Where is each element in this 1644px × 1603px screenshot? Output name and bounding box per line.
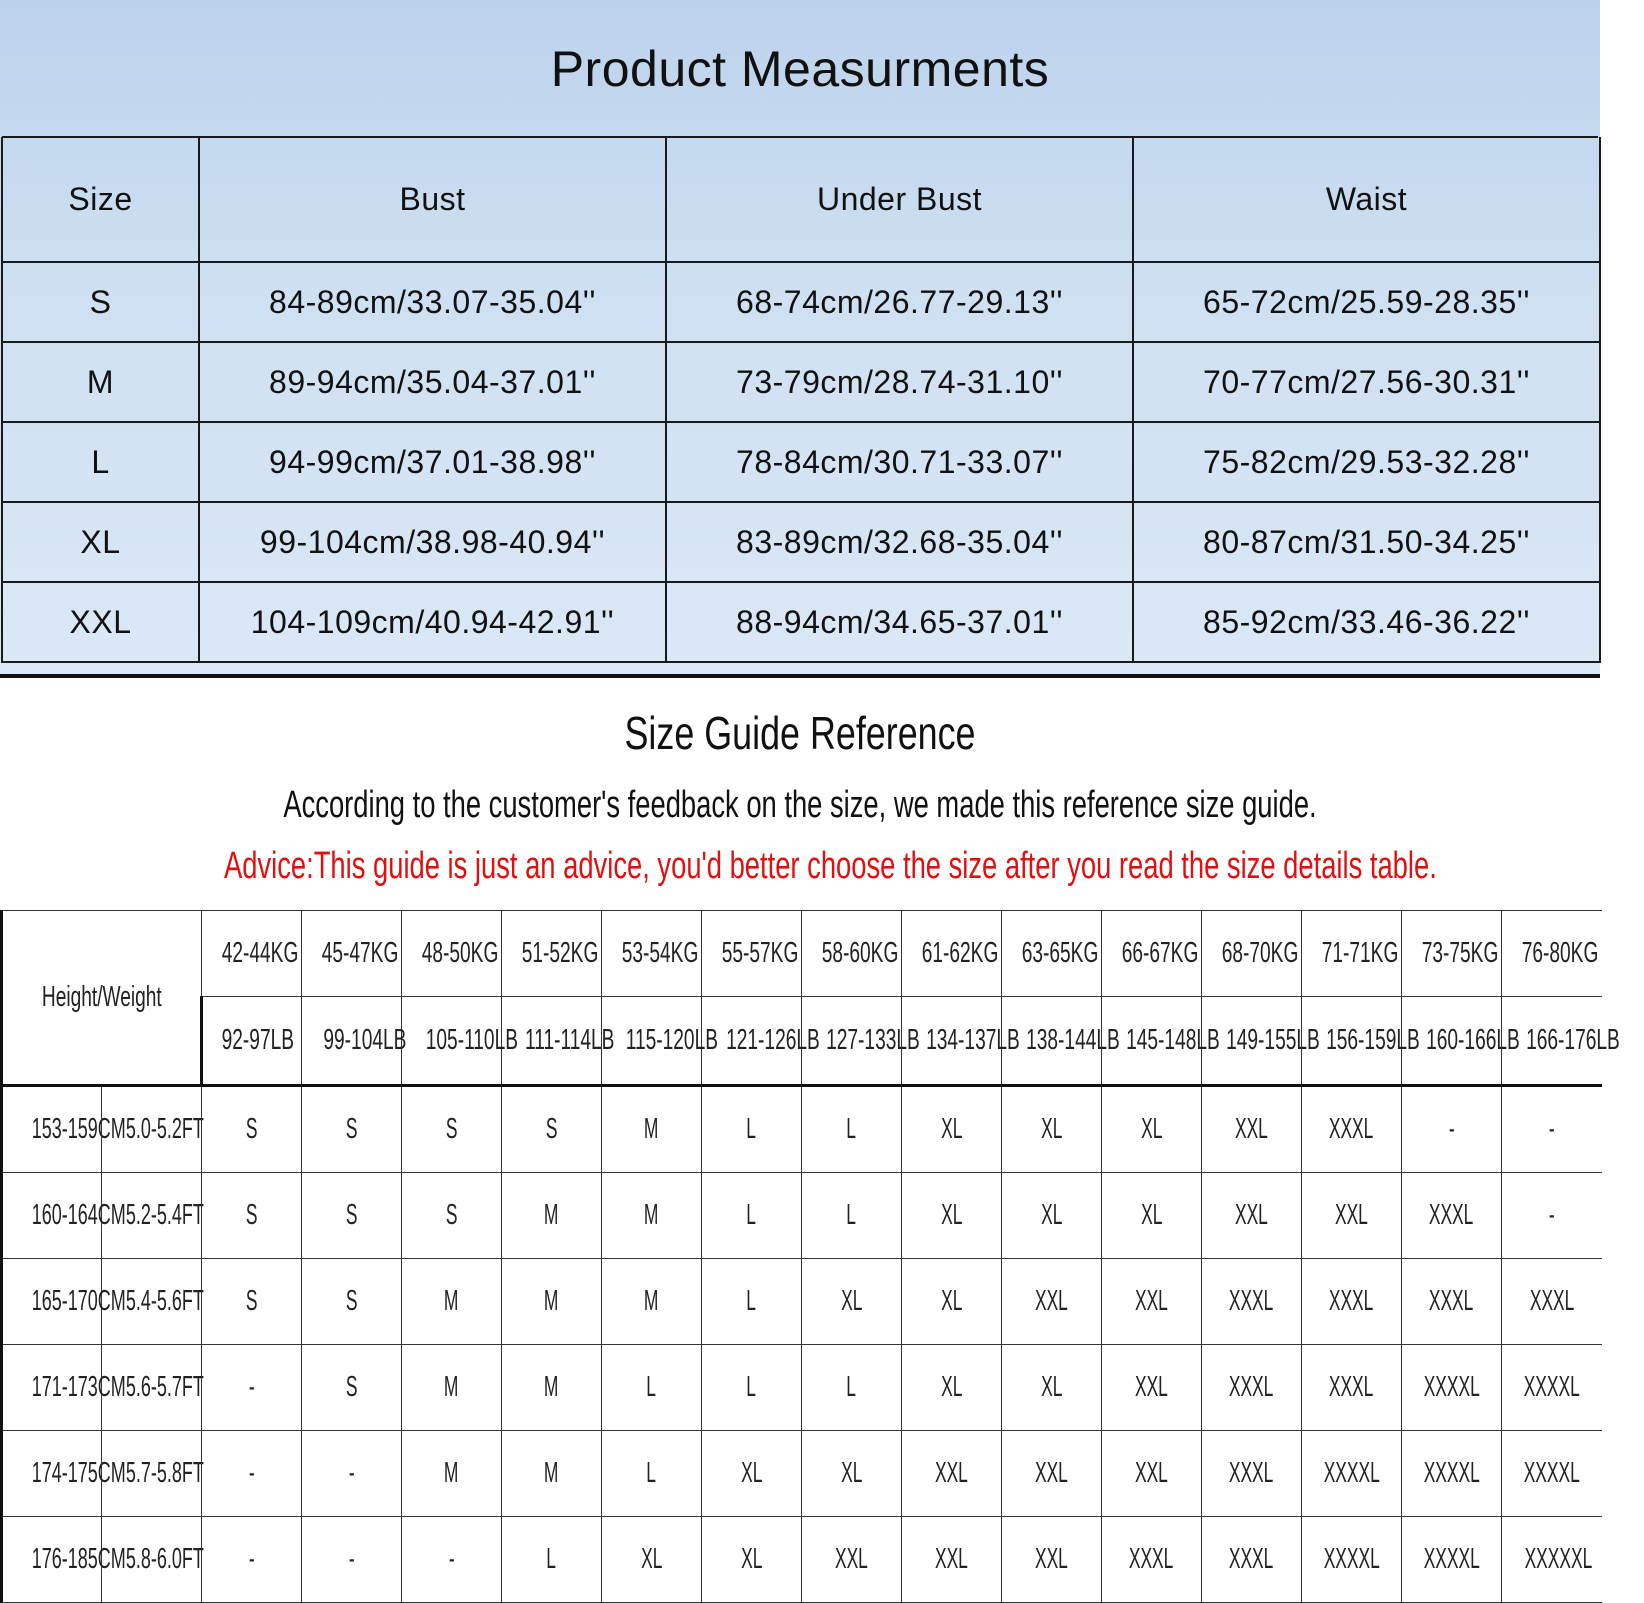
- recommended-size-cell-text: XL: [940, 1285, 963, 1317]
- recommended-size-cell-text: -: [348, 1543, 355, 1575]
- bust-cell: 99-104cm/38.98-40.94'': [199, 502, 666, 582]
- size-guide-title: Size Guide Reference: [624, 707, 976, 759]
- weight-kg-row: [2, 911, 1602, 997]
- recommended-size-cell: [502, 1259, 602, 1345]
- recommended-size-cell-text: S: [345, 1285, 358, 1317]
- weight-kg-cell-text: 76-80KG: [1521, 937, 1599, 969]
- recommended-size-cell: [602, 1259, 702, 1345]
- weight-lb-cell-text: 160-166LB: [1426, 1024, 1520, 1056]
- recommended-size-cell-text: L: [746, 1371, 757, 1403]
- recommended-size-cell: [502, 1086, 602, 1173]
- measurement-row-xl: [2, 502, 1600, 582]
- recommended-size-cell: [1402, 1431, 1502, 1517]
- recommended-size-cell-text: XXL: [1135, 1371, 1168, 1403]
- recommended-size-cell: [1102, 1517, 1202, 1603]
- weight-kg-cell: [202, 911, 302, 997]
- recommended-size-cell-text: XXXL: [1429, 1285, 1474, 1317]
- height-ft-cell-text: 5.2-5.4FT: [125, 1199, 204, 1231]
- weight-kg-cell-text: 55-57KG: [721, 937, 799, 969]
- weight-kg-cell: [802, 911, 902, 997]
- recommended-size-cell: [902, 1259, 1002, 1345]
- recommended-size-cell-text: XXXXL: [1323, 1457, 1380, 1489]
- weight-kg-cell: [402, 911, 502, 997]
- recommended-size-cell-text: S: [445, 1199, 458, 1231]
- height-cm-cell-text: 174-175CM: [31, 1457, 126, 1489]
- recommended-size-cell-text: L: [846, 1371, 857, 1403]
- recommended-size-cell: [202, 1086, 302, 1173]
- recommended-size-cell: [302, 1517, 402, 1603]
- measurement-row-l: [2, 422, 1600, 502]
- recommended-size-cell: [702, 1259, 802, 1345]
- weight-kg-cell-text: 53-54KG: [621, 937, 699, 969]
- recommended-size-cell-text: -: [1548, 1113, 1555, 1145]
- recommended-size-cell-text: S: [245, 1199, 258, 1231]
- recommended-size-cell: [1102, 1259, 1202, 1345]
- recommended-size-cell: [902, 1173, 1002, 1259]
- height-row: [2, 1173, 1602, 1259]
- height-row: [2, 1086, 1602, 1173]
- recommended-size-cell-text: S: [345, 1371, 358, 1403]
- recommended-size-cell: [202, 1173, 302, 1259]
- weight-lb-cell-text: 145-148LB: [1126, 1024, 1220, 1056]
- height-cm-cell: [2, 1431, 126, 1517]
- recommended-size-cell-text: M: [644, 1199, 659, 1231]
- weight-lb-cell-text: 149-155LB: [1226, 1024, 1320, 1056]
- recommended-size-cell-text: S: [345, 1113, 358, 1145]
- height-cm-cell-text: 160-164CM: [31, 1199, 126, 1231]
- height-row: [2, 1517, 1602, 1603]
- recommended-size-cell: [1202, 1173, 1302, 1259]
- weight-kg-cell: [1402, 911, 1502, 997]
- weight-kg-cell-text: 42-44KG: [221, 937, 299, 969]
- weight-lb-cell-text: 127-133LB: [826, 1024, 920, 1056]
- recommended-size-cell-text: M: [544, 1457, 559, 1489]
- recommended-size-cell: [702, 1345, 802, 1431]
- recommended-size-cell: [1502, 1173, 1602, 1259]
- recommended-size-cell: [1002, 1345, 1102, 1431]
- waist-cell: 80-87cm/31.50-34.25'': [1133, 502, 1600, 582]
- recommended-size-cell-text: M: [444, 1457, 459, 1489]
- bust-cell: 94-99cm/37.01-38.98'': [199, 422, 666, 502]
- recommended-size-cell-text: XXXXL: [1523, 1457, 1580, 1489]
- height-cm-cell-text: 176-185CM: [31, 1543, 126, 1575]
- recommended-size-cell: [1302, 1086, 1402, 1173]
- recommended-size-cell: [802, 1345, 902, 1431]
- measurement-row-m: [2, 342, 1600, 422]
- recommended-size-cell-text: XXXXL: [1423, 1371, 1480, 1403]
- recommended-size-cell-text: S: [545, 1113, 558, 1145]
- weight-lb-cell: [202, 997, 302, 1086]
- weight-kg-cell-text: 45-47KG: [321, 937, 399, 969]
- header-waist: Waist: [1133, 137, 1600, 262]
- weight-lb-cell-text: 105-110LB: [425, 1024, 518, 1056]
- height-ft-cell-text: 5.4-5.6FT: [125, 1285, 204, 1317]
- recommended-size-cell: [802, 1173, 902, 1259]
- recommended-size-cell-text: XXL: [835, 1543, 868, 1575]
- recommended-size-cell: [802, 1517, 902, 1603]
- recommended-size-cell: [302, 1431, 402, 1517]
- header-size: Size: [2, 137, 199, 262]
- recommended-size-cell: [602, 1345, 702, 1431]
- recommended-size-cell: [1002, 1259, 1102, 1345]
- recommended-size-cell-text: XL: [1040, 1199, 1063, 1231]
- size-cell: XXL: [2, 582, 199, 662]
- size-cell: S: [2, 262, 199, 342]
- recommended-size-cell-text: M: [544, 1285, 559, 1317]
- weight-kg-cell: [702, 911, 802, 997]
- weight-lb-cell-text: 166-176LB: [1526, 1024, 1620, 1056]
- weight-kg-cell: [602, 911, 702, 997]
- recommended-size-cell: [1302, 1259, 1402, 1345]
- weight-lb-cell-text: 115-120LB: [625, 1024, 718, 1056]
- recommended-size-cell: [602, 1173, 702, 1259]
- recommended-size-cell: [402, 1345, 502, 1431]
- recommended-size-cell: [302, 1259, 402, 1345]
- recommended-size-cell-text: L: [746, 1199, 757, 1231]
- recommended-size-cell-text: XXL: [1135, 1457, 1168, 1489]
- recommended-size-cell-text: -: [248, 1457, 255, 1489]
- recommended-size-cell-text: S: [245, 1285, 258, 1317]
- recommended-size-cell: [402, 1086, 502, 1173]
- size-guide-table: [0, 910, 1620, 1603]
- weight-kg-cell-text: 73-75KG: [1421, 937, 1499, 969]
- recommended-size-cell-text: M: [444, 1285, 459, 1317]
- recommended-size-cell-text: XXXXL: [1523, 1371, 1580, 1403]
- recommended-size-cell-text: XXXL: [1329, 1113, 1374, 1145]
- recommended-size-cell: [902, 1517, 1002, 1603]
- recommended-size-cell-text: XL: [840, 1285, 863, 1317]
- waist-cell: 65-72cm/25.59-28.35'': [1133, 262, 1600, 342]
- recommended-size-cell: [202, 1431, 302, 1517]
- weight-kg-cell-text: 66-67KG: [1121, 937, 1199, 969]
- recommended-size-cell-text: XXL: [1035, 1457, 1068, 1489]
- bust-cell: 104-109cm/40.94-42.91'': [199, 582, 666, 662]
- height-row: [2, 1431, 1602, 1517]
- recommended-size-cell-text: XXXL: [1429, 1199, 1474, 1231]
- recommended-size-cell-text: S: [345, 1199, 358, 1231]
- weight-lb-cell: [602, 997, 718, 1086]
- recommended-size-cell-text: XXL: [1235, 1113, 1268, 1145]
- size-cell: XL: [2, 502, 199, 582]
- recommended-size-cell: [1402, 1345, 1502, 1431]
- bust-cell: 89-94cm/35.04-37.01'': [199, 342, 666, 422]
- recommended-size-cell-text: XL: [940, 1199, 963, 1231]
- measurements-title: Product Measurments: [550, 41, 1050, 97]
- recommended-size-cell-text: L: [646, 1457, 657, 1489]
- recommended-size-cell: [202, 1517, 302, 1603]
- recommended-size-cell: [1102, 1173, 1202, 1259]
- recommended-size-cell: [402, 1173, 502, 1259]
- recommended-size-cell-text: -: [448, 1543, 455, 1575]
- recommended-size-cell: [502, 1517, 602, 1603]
- weight-kg-cell: [1502, 911, 1602, 997]
- weight-kg-cell: [1202, 911, 1302, 997]
- height-cm-cell: [2, 1173, 126, 1259]
- under-bust-cell: 83-89cm/32.68-35.04'': [666, 502, 1133, 582]
- under-bust-cell: 68-74cm/26.77-29.13'': [666, 262, 1133, 342]
- height-cm-cell: [2, 1086, 126, 1173]
- recommended-size-cell-text: L: [746, 1113, 757, 1145]
- recommended-size-cell: [1002, 1517, 1102, 1603]
- recommended-size-cell-text: L: [846, 1199, 857, 1231]
- weight-lb-cell: [302, 997, 407, 1086]
- measurements-table: [1, 137, 1601, 663]
- recommended-size-cell-text: M: [544, 1199, 559, 1231]
- header-under-bust: Under Bust: [666, 137, 1133, 262]
- recommended-size-cell: [1202, 1517, 1302, 1603]
- size-guide-note: According to the customer's feedback on the size, we made this reference size guide.: [283, 784, 1317, 826]
- recommended-size-cell-text: XXXL: [1329, 1371, 1374, 1403]
- waist-cell: 70-77cm/27.56-30.31'': [1133, 342, 1600, 422]
- recommended-size-cell: [202, 1345, 302, 1431]
- recommended-size-cell: [702, 1086, 802, 1173]
- recommended-size-cell-text: -: [348, 1457, 355, 1489]
- recommended-size-cell-text: M: [444, 1371, 459, 1403]
- recommended-size-cell: [702, 1517, 802, 1603]
- recommended-size-cell-text: -: [248, 1543, 255, 1575]
- recommended-size-cell: [1302, 1345, 1402, 1431]
- under-bust-cell: 73-79cm/28.74-31.10'': [666, 342, 1133, 422]
- recommended-size-cell-text: XXL: [1235, 1199, 1268, 1231]
- weight-lb-cell-text: 138-144LB: [1026, 1024, 1120, 1056]
- waist-cell: 85-92cm/33.46-36.22'': [1133, 582, 1600, 662]
- recommended-size-cell: [402, 1431, 502, 1517]
- recommended-size-cell-text: M: [544, 1371, 559, 1403]
- recommended-size-cell: [1402, 1173, 1502, 1259]
- recommended-size-cell: [1502, 1086, 1602, 1173]
- recommended-size-cell: [1502, 1517, 1602, 1603]
- weight-kg-cell-text: 58-60KG: [821, 937, 899, 969]
- recommended-size-cell: [802, 1086, 902, 1173]
- size-cell: L: [2, 422, 199, 502]
- recommended-size-cell: [1102, 1431, 1202, 1517]
- recommended-size-cell: [1102, 1345, 1202, 1431]
- recommended-size-cell: [1102, 1086, 1202, 1173]
- weight-kg-cell: [502, 911, 602, 997]
- recommended-size-cell: [902, 1345, 1002, 1431]
- recommended-size-cell-text: XXXXL: [1323, 1543, 1380, 1575]
- height-row: [2, 1345, 1602, 1431]
- under-bust-cell: 78-84cm/30.71-33.07'': [666, 422, 1133, 502]
- header-bust: Bust: [199, 137, 666, 262]
- recommended-size-cell: [1502, 1259, 1602, 1345]
- recommended-size-cell: [602, 1086, 702, 1173]
- recommended-size-cell-text: XXL: [1135, 1285, 1168, 1317]
- recommended-size-cell-text: XL: [640, 1543, 663, 1575]
- recommended-size-cell: [1402, 1086, 1502, 1173]
- bust-cell: 84-89cm/33.07-35.04'': [199, 262, 666, 342]
- height-cm-cell: [2, 1517, 126, 1603]
- recommended-size-cell-text: XL: [740, 1543, 763, 1575]
- recommended-size-cell: [302, 1086, 402, 1173]
- recommended-size-cell: [202, 1259, 302, 1345]
- weight-kg-cell: [302, 911, 402, 997]
- recommended-size-cell: [402, 1517, 502, 1603]
- recommended-size-cell-text: XL: [1140, 1113, 1163, 1145]
- recommended-size-cell: [1002, 1173, 1102, 1259]
- height-ft-cell-text: 5.7-5.8FT: [125, 1457, 204, 1489]
- recommended-size-cell: [502, 1173, 602, 1259]
- recommended-size-cell: [602, 1517, 702, 1603]
- recommended-size-cell: [302, 1345, 402, 1431]
- recommended-size-cell-text: XL: [940, 1113, 963, 1145]
- weight-kg-cell: [1302, 911, 1402, 997]
- height-cm-cell: [2, 1345, 126, 1431]
- recommended-size-cell: [1502, 1431, 1602, 1517]
- weight-kg-cell-text: 68-70KG: [1221, 937, 1299, 969]
- recommended-size-cell-text: XXXXL: [1423, 1457, 1480, 1489]
- weight-lb-cell-text: 134-137LB: [926, 1024, 1020, 1056]
- recommended-size-cell: [802, 1259, 902, 1345]
- recommended-size-cell: [702, 1431, 802, 1517]
- recommended-size-cell: [1402, 1259, 1502, 1345]
- recommended-size-cell-text: L: [746, 1285, 757, 1317]
- recommended-size-cell-text: XXXL: [1329, 1285, 1374, 1317]
- recommended-size-cell-text: XXXXXL: [1524, 1543, 1593, 1575]
- recommended-size-cell-text: XL: [840, 1457, 863, 1489]
- weight-lb-cell: [402, 997, 518, 1086]
- weight-lb-cell-text: 156-159LB: [1326, 1024, 1420, 1056]
- recommended-size-cell-text: XL: [740, 1457, 763, 1489]
- recommended-size-cell: [602, 1431, 702, 1517]
- height-cm-cell-text: 153-159CM: [31, 1113, 126, 1145]
- recommended-size-cell-text: XXXL: [1229, 1457, 1274, 1489]
- size-cell: M: [2, 342, 199, 422]
- recommended-size-cell-text: -: [248, 1371, 255, 1403]
- measurement-row-xxl: [2, 582, 1600, 662]
- recommended-size-cell-text: M: [644, 1285, 659, 1317]
- recommended-size-cell-text: XL: [1140, 1199, 1163, 1231]
- recommended-size-cell-text: XXL: [935, 1543, 968, 1575]
- recommended-size-cell-text: M: [644, 1113, 659, 1145]
- recommended-size-cell-text: L: [546, 1543, 557, 1575]
- recommended-size-cell: [902, 1086, 1002, 1173]
- recommended-size-cell: [302, 1173, 402, 1259]
- weight-kg-cell-text: 61-62KG: [921, 937, 999, 969]
- weight-lb-cell-text: 111-114LB: [525, 1024, 615, 1056]
- weight-kg-cell-text: 51-52KG: [521, 937, 599, 969]
- measurement-row-s: [2, 262, 1600, 342]
- weight-kg-cell-text: 48-50KG: [421, 937, 499, 969]
- measurements-title-bar: [2, 2, 1598, 138]
- weight-kg-cell: [1102, 911, 1202, 997]
- weight-kg-cell-text: 63-65KG: [1021, 937, 1099, 969]
- recommended-size-cell-text: XL: [940, 1371, 963, 1403]
- weight-lb-row: [2, 997, 1602, 1086]
- height-cm-cell: [2, 1259, 126, 1345]
- weight-lb-cell-text: 121-126LB: [726, 1024, 820, 1056]
- weight-kg-cell-text: 71-71KG: [1321, 937, 1399, 969]
- recommended-size-cell-text: -: [1448, 1113, 1455, 1145]
- size-guide-advice: Advice:This guide is just an advice, you'd better choose the size after you read the size details table.: [224, 845, 1437, 887]
- waist-cell: 75-82cm/29.53-32.28'': [1133, 422, 1600, 502]
- recommended-size-cell: [1302, 1173, 1402, 1259]
- recommended-size-cell: [1302, 1431, 1402, 1517]
- under-bust-cell: 88-94cm/34.65-37.01'': [666, 582, 1133, 662]
- recommended-size-cell-text: XXXL: [1529, 1285, 1574, 1317]
- height-weight-corner: [2, 911, 202, 1086]
- recommended-size-cell: [502, 1431, 602, 1517]
- recommended-size-cell-text: XXXL: [1129, 1543, 1174, 1575]
- recommended-size-cell-text: XXL: [1335, 1199, 1368, 1231]
- recommended-size-cell: [1202, 1431, 1302, 1517]
- recommended-size-cell-text: L: [646, 1371, 657, 1403]
- recommended-size-cell-text: XXL: [1035, 1543, 1068, 1575]
- recommended-size-cell-text: XXXL: [1229, 1371, 1274, 1403]
- recommended-size-cell-text: XXXL: [1229, 1543, 1274, 1575]
- recommended-size-cell: [802, 1431, 902, 1517]
- recommended-size-cell: [1502, 1345, 1602, 1431]
- weight-kg-cell: [1002, 911, 1102, 997]
- recommended-size-cell-text: XXXL: [1229, 1285, 1274, 1317]
- weight-lb-cell-text: 99-104LB: [323, 1024, 407, 1056]
- recommended-size-cell: [1002, 1431, 1102, 1517]
- recommended-size-cell: [1002, 1086, 1102, 1173]
- recommended-size-cell: [1202, 1086, 1302, 1173]
- height-row: [2, 1259, 1602, 1345]
- recommended-size-cell-text: -: [1548, 1199, 1555, 1231]
- weight-lb-cell-text: 92-97LB: [221, 1024, 295, 1056]
- weight-kg-cell: [902, 911, 1002, 997]
- recommended-size-cell: [902, 1431, 1002, 1517]
- recommended-size-cell: [702, 1173, 802, 1259]
- height-ft-cell-text: 5.0-5.2FT: [125, 1113, 204, 1145]
- height-ft-cell-text: 5.8-6.0FT: [125, 1543, 204, 1575]
- recommended-size-cell-text: S: [245, 1113, 258, 1145]
- recommended-size-cell: [1202, 1345, 1302, 1431]
- recommended-size-cell-text: XL: [1040, 1113, 1063, 1145]
- recommended-size-cell-text: XXL: [935, 1457, 968, 1489]
- recommended-size-cell: [502, 1345, 602, 1431]
- measurements-header-row: [2, 137, 1600, 262]
- recommended-size-cell-text: XL: [1040, 1371, 1063, 1403]
- recommended-size-cell: [1402, 1517, 1502, 1603]
- recommended-size-cell: [1302, 1517, 1402, 1603]
- height-ft-cell-text: 5.6-5.7FT: [125, 1371, 204, 1403]
- recommended-size-cell: [402, 1259, 502, 1345]
- height-cm-cell-text: 171-173CM: [31, 1371, 126, 1403]
- section-divider: [0, 674, 1600, 678]
- recommended-size-cell-text: L: [846, 1113, 857, 1145]
- height-weight-corner-text: Height/Weight: [41, 981, 162, 1013]
- recommended-size-cell-text: XXXXL: [1423, 1543, 1480, 1575]
- product-measurements-section: [0, 0, 1600, 678]
- height-cm-cell-text: 165-170CM: [31, 1285, 126, 1317]
- recommended-size-cell-text: S: [445, 1113, 458, 1145]
- recommended-size-cell: [1202, 1259, 1302, 1345]
- recommended-size-cell-text: XXL: [1035, 1285, 1068, 1317]
